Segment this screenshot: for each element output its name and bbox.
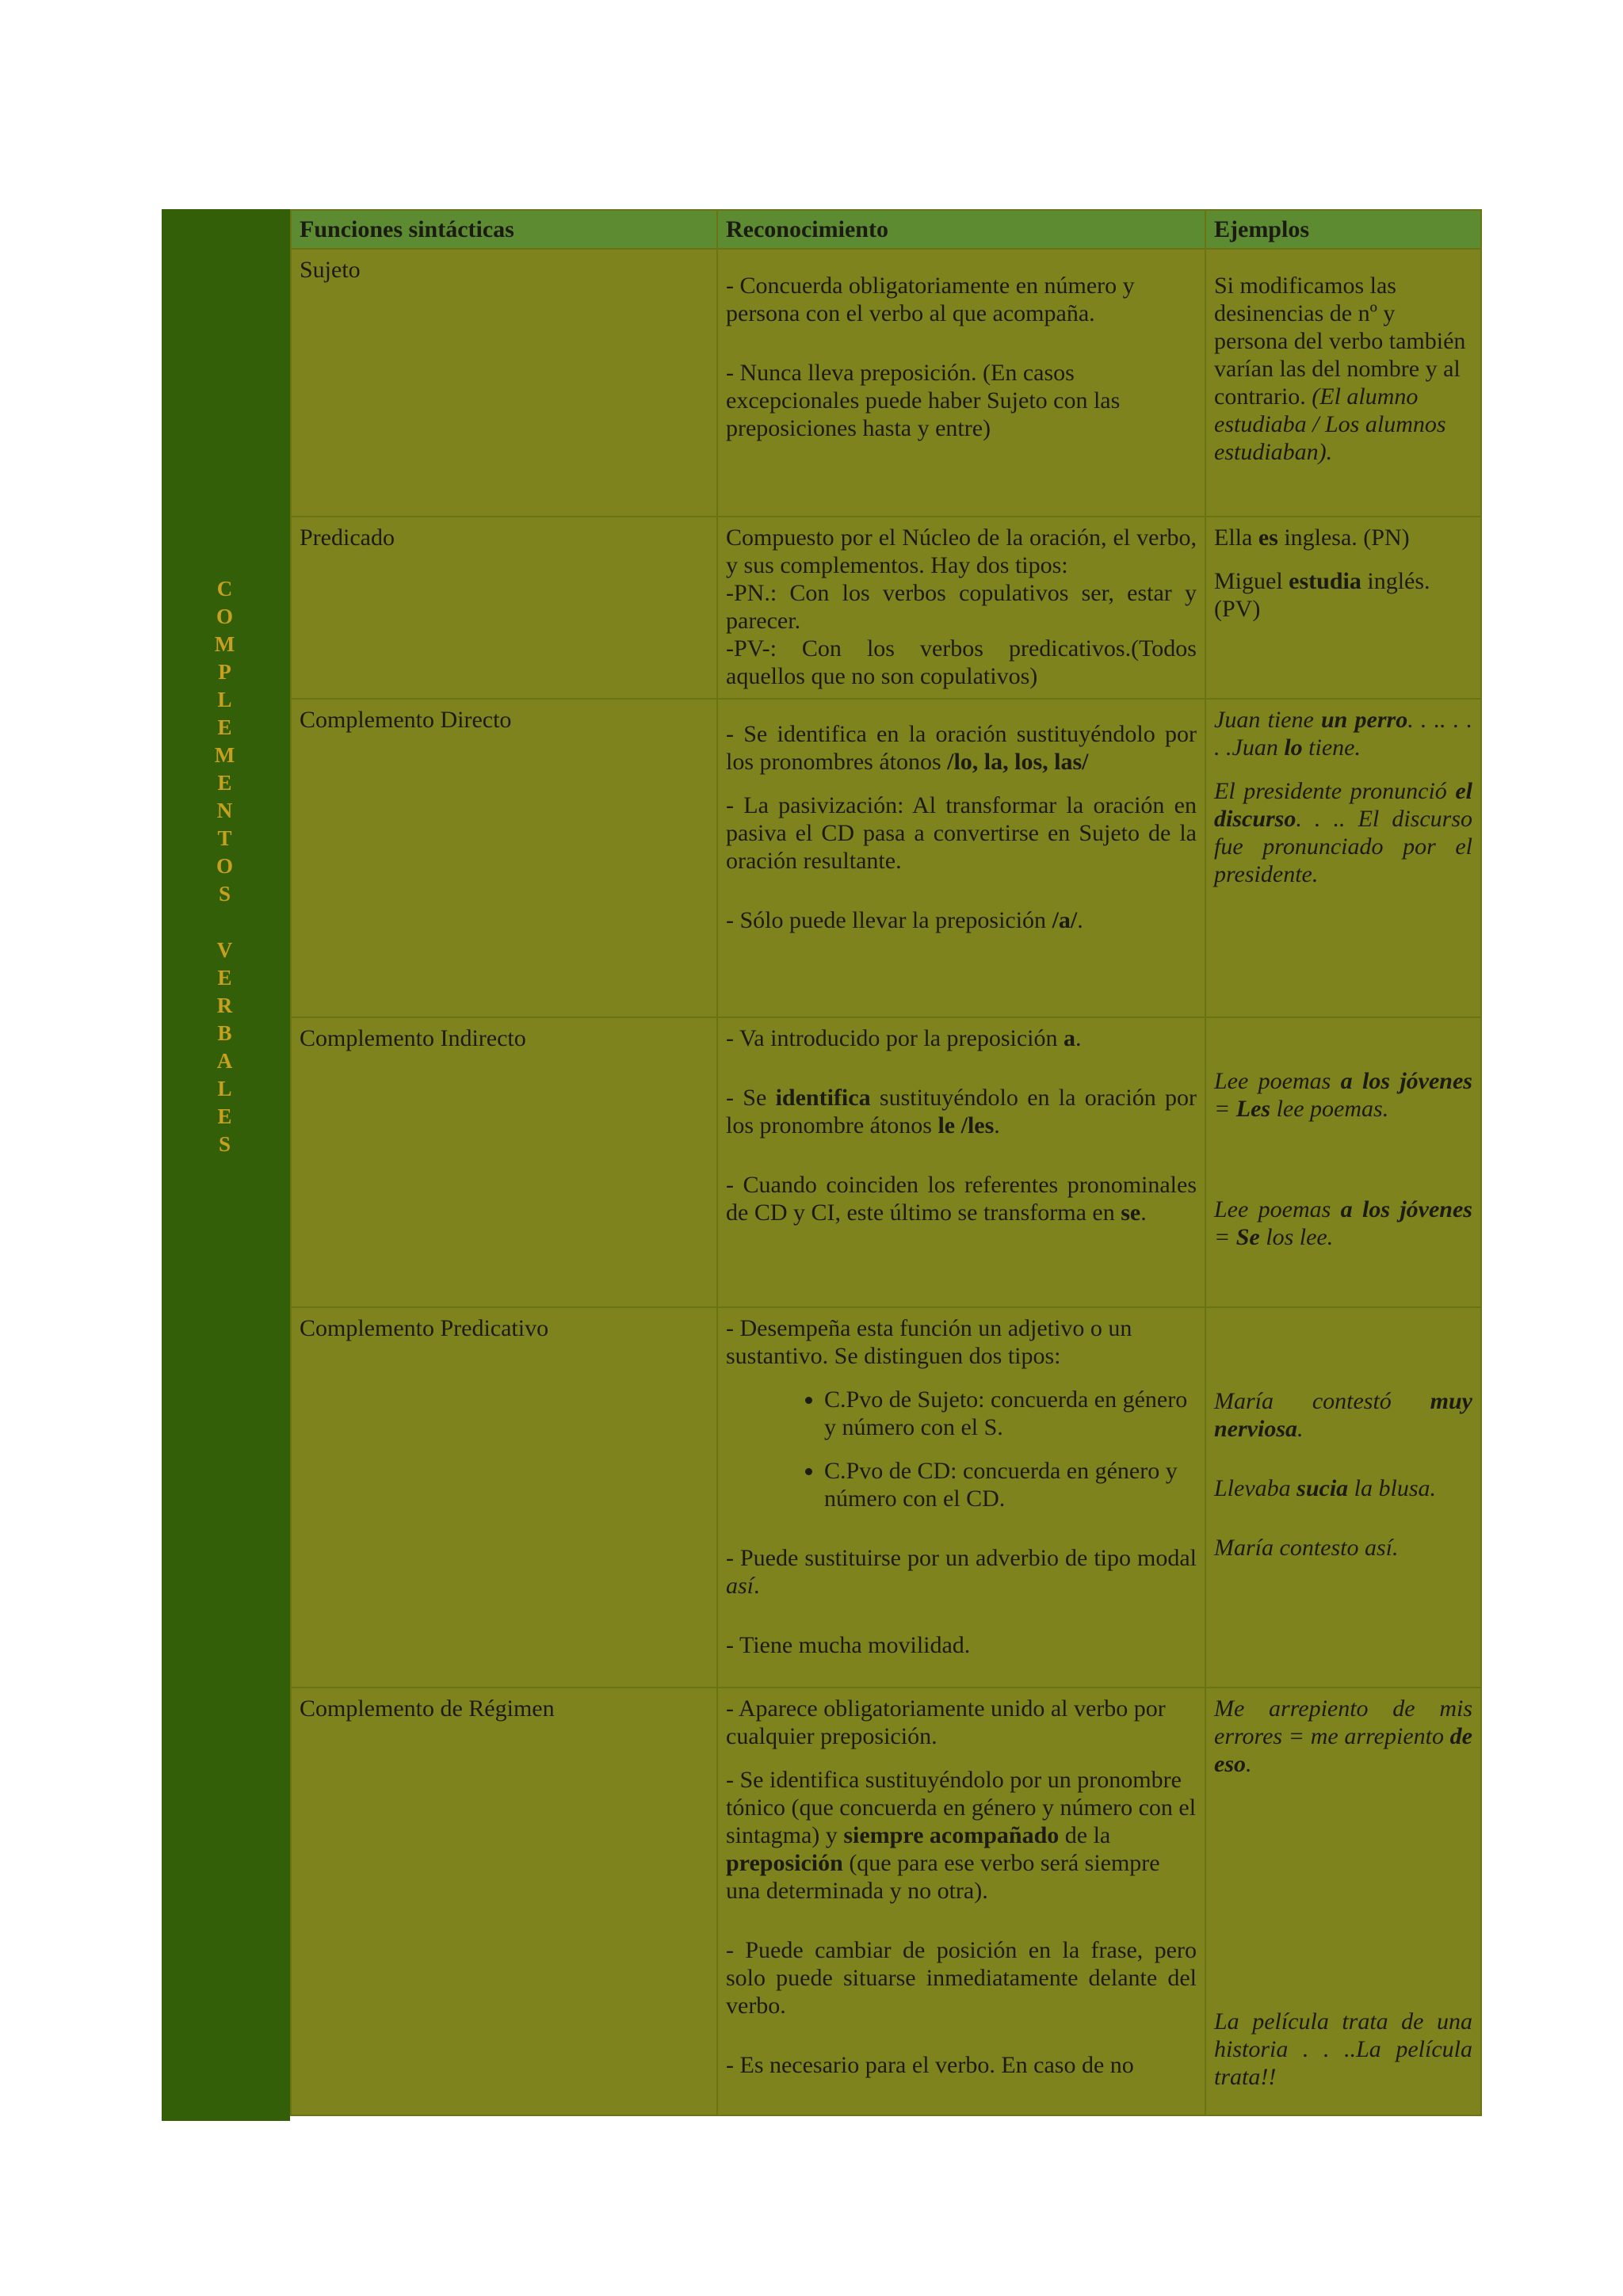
example-text: Me arrepiento de mis errores = me arrepiento de eso. bbox=[1214, 1695, 1472, 1777]
recognition-text: - Concuerda obligatoriamente en número y persona con el verbo al que acompaña. bbox=[726, 273, 1135, 326]
recognition-text: - Aparece obligatoriamente unido al verbo por cualquier preposición. bbox=[726, 1695, 1166, 1749]
predicativo-types-list bbox=[726, 1386, 1197, 1512]
recognition-text: - Puede sustituirse por un adverbio de tipo modal así. bbox=[726, 1545, 1197, 1599]
sidebar-letter: V bbox=[216, 938, 235, 962]
example-text: Juan tiene un perro. . .. . . . .Juan lo tiene. bbox=[1214, 707, 1472, 761]
example-text: Lee poemas a los jóvenes = Les lee poemas. bbox=[1214, 1068, 1472, 1122]
example-cell bbox=[1205, 699, 1481, 1017]
sidebar-letter: T bbox=[217, 826, 235, 850]
recognition-text: - Sólo puede llevar la preposición /a/. bbox=[726, 907, 1083, 933]
function-name: Complemento de Régimen bbox=[291, 1688, 717, 2115]
sidebar-letter: R bbox=[216, 994, 235, 1017]
example-text: María contestó muy nerviosa. bbox=[1214, 1388, 1472, 1442]
recognition-cell bbox=[717, 249, 1205, 517]
list-item: • C.Pvo de Sujeto: concuerda en género y número con el S. bbox=[824, 1386, 1197, 1441]
sidebar-letter: M bbox=[214, 632, 238, 656]
recognition-text: -PV-: Con los verbos predicativos.(Todos aquellos que no son copulativos) bbox=[726, 635, 1197, 689]
example-text: Lee poemas a los jóvenes = Se los lee. bbox=[1214, 1196, 1472, 1250]
sidebar-letter: C bbox=[216, 577, 235, 601]
table-row-sujeto bbox=[291, 249, 1481, 517]
sidebar-vertical-text-complementos bbox=[162, 575, 290, 908]
sidebar-letter: E bbox=[217, 771, 235, 795]
table-header-row bbox=[291, 210, 1481, 249]
example-text: (El alumno estudiaba / Los alumnos estudiaban). bbox=[1214, 383, 1446, 465]
recognition-text: - Cuando coinciden los referentes pronominales de CD y CI, este último se transforma en se. bbox=[726, 1172, 1197, 1226]
header-reconocimiento: Reconocimiento bbox=[717, 210, 1205, 249]
sidebar-letter: S bbox=[218, 1132, 234, 1156]
list-item: • C.Pvo de CD: concuerda en género y número con el CD. bbox=[824, 1457, 1197, 1512]
function-name: Sujeto bbox=[291, 249, 717, 517]
sidebar-letter: M bbox=[214, 743, 238, 767]
syntax-functions-table bbox=[290, 209, 1472, 2121]
function-name: Complemento Predicativo bbox=[291, 1307, 717, 1688]
table-row-complemento-predicativo bbox=[291, 1307, 1481, 1688]
example-text: María contesto así. bbox=[1214, 1535, 1399, 1561]
sidebar-letter: L bbox=[217, 1077, 235, 1100]
recognition-text: - Nunca lleva preposición. (En casos excepcionales puede haber Sujeto con las preposiciones hasta y entre) bbox=[726, 360, 1121, 441]
table-row-complemento-directo bbox=[291, 699, 1481, 1017]
function-name: Complemento Directo bbox=[291, 699, 717, 1017]
function-name: Complemento Indirecto bbox=[291, 1017, 717, 1307]
recognition-cell bbox=[717, 1307, 1205, 1688]
example-cell bbox=[1205, 1307, 1481, 1688]
header-ejemplos: Ejemplos bbox=[1205, 210, 1481, 249]
sidebar-letter: E bbox=[217, 966, 235, 990]
example-text: Miguel estudia inglés. (PV) bbox=[1214, 568, 1430, 622]
recognition-cell bbox=[717, 517, 1205, 699]
recognition-text: - Va introducido por la preposición a. bbox=[726, 1025, 1082, 1051]
recognition-cell bbox=[717, 1688, 1205, 2115]
recognition-text: - Se identifica sustituyéndolo en la oración por los pronombre átonos le /les. bbox=[726, 1085, 1197, 1138]
example-text: Llevaba sucia la blusa. bbox=[1214, 1475, 1437, 1501]
recognition-cell bbox=[717, 1017, 1205, 1307]
sidebar-letter: L bbox=[217, 688, 235, 711]
recognition-text: - Es necesario para el verbo. En caso de no bbox=[726, 2052, 1134, 2078]
sidebar-letter: S bbox=[218, 882, 234, 906]
sidebar-band bbox=[162, 209, 290, 2121]
recognition-text: -PN.: Con los verbos copulativos ser, estar y parecer. bbox=[726, 580, 1197, 634]
example-text: Si modificamos las desinencias de nº y persona del verbo también varían las del nombre y al contrario. bbox=[1214, 273, 1466, 410]
recognition-text: Compuesto por el Núcleo de la oración, el verbo, y sus complementos. Hay dos tipos: bbox=[726, 524, 1197, 578]
recognition-cell bbox=[717, 699, 1205, 1017]
recognition-text: - Tiene mucha movilidad. bbox=[726, 1632, 971, 1658]
sidebar-letter: A bbox=[216, 1049, 235, 1073]
sidebar-letter: P bbox=[218, 660, 234, 684]
sidebar-letter: O bbox=[216, 605, 235, 628]
table-row-complemento-indirecto bbox=[291, 1017, 1481, 1307]
recognition-text: - Se identifica sustituyéndolo por un pronombre tónico (que concuerda en género y número con el sintagma) y siempre acompañado de la preposición (que para ese verbo será siempre una determinada y no otra). bbox=[726, 1767, 1197, 1904]
recognition-text: - La pasivización: Al transformar la oración en pasiva el CD pasa a convertirse en Sujeto de la oración resultante. bbox=[726, 792, 1197, 874]
example-text: La película trata de una historia . . ..La película trata!! bbox=[1214, 2008, 1472, 2090]
example-cell bbox=[1205, 1688, 1481, 2115]
example-text: Ella es inglesa. (PN) bbox=[1214, 524, 1410, 551]
example-cell bbox=[1205, 249, 1481, 517]
table-row-predicado bbox=[291, 517, 1481, 699]
function-name: Predicado bbox=[291, 517, 717, 699]
sidebar-letter: N bbox=[216, 799, 235, 822]
sidebar-letter: E bbox=[217, 1104, 235, 1128]
recognition-text: - Desempeña esta función un adjetivo o un sustantivo. Se distinguen dos tipos: bbox=[726, 1315, 1132, 1369]
sidebar-letter: O bbox=[216, 854, 235, 878]
header-funciones: Funciones sintácticas bbox=[291, 210, 717, 249]
table-row-complemento-regimen bbox=[291, 1688, 1481, 2115]
recognition-text: - Se identifica en la oración sustituyéndolo por los pronombres átonos /lo, la, los, las/ bbox=[726, 721, 1197, 775]
example-cell bbox=[1205, 1017, 1481, 1307]
sidebar-vertical-text-verbales bbox=[162, 936, 290, 1158]
example-cell bbox=[1205, 517, 1481, 699]
example-text: El presidente pronunció el discurso. . .. El discurso fue pronunciado por el presidente. bbox=[1214, 778, 1472, 887]
sidebar-letter: B bbox=[217, 1021, 235, 1045]
recognition-text: - Puede cambiar de posición en la frase, pero solo puede situarse inmediatamente delante del verbo. bbox=[726, 1937, 1197, 2019]
sidebar-letter: E bbox=[217, 715, 235, 739]
